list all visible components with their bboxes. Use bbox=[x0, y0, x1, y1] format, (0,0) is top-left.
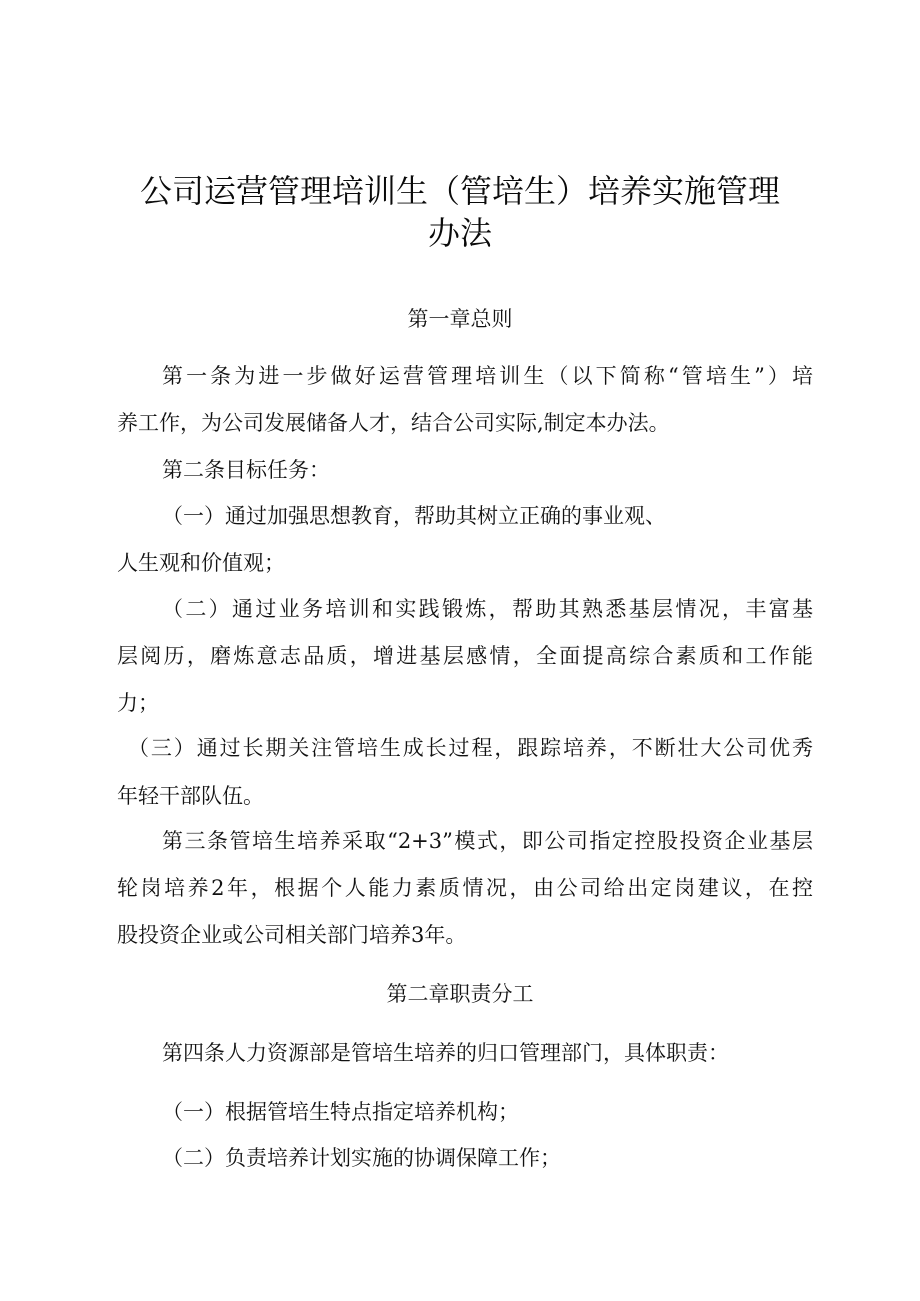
article-2-item-1-line-1: （一）通过加强思想教育，帮助其树立正确的事业观、 bbox=[162, 504, 666, 528]
article-2-heading: 第二条目标任务： bbox=[162, 458, 330, 482]
article-2-item-2-line-3: 力； bbox=[117, 691, 159, 715]
article-3-line-1: 第三条管培生培养采取“2+3”模式，即公司指定控股投资企业基层 bbox=[162, 829, 813, 853]
document-title-line-2: 办法 bbox=[427, 214, 492, 252]
article-2-item-3-line-1: （三）通过长期关注管培生成长过程，跟踪培养，不断壮大公司优秀 bbox=[128, 736, 813, 760]
article-2-item-3-line-2: 年轻干部队伍。 bbox=[117, 784, 264, 808]
article-4-heading: 第四条人力资源部是管培生培养的归口管理部门，具体职责： bbox=[162, 1041, 729, 1065]
article-3-line-3: 股投资企业或公司相关部门培养3年。 bbox=[117, 923, 467, 947]
article-2-item-1-line-2: 人生观和价值观； bbox=[117, 551, 285, 575]
article-2-item-2-line-1: （二）通过业务培训和实践锻炼，帮助其熟悉基层情况，丰富基 bbox=[162, 597, 813, 621]
article-1-line-1: 第一条为进一步做好运营管理培训生（以下简称“管培生”）培 bbox=[162, 364, 813, 388]
document-title-line-1: 公司运营管理培训生（管培生）培养实施管理 bbox=[139, 172, 780, 210]
article-2-item-2-line-2: 层阅历，磨炼意志品质，增进基层感情，全面提高综合素质和工作能 bbox=[117, 644, 813, 668]
chapter-2-heading: 第二章职责分工 bbox=[386, 982, 534, 1006]
article-4-item-2: （二）负责培养计划实施的协调保障工作； bbox=[162, 1146, 561, 1170]
article-1-line-2: 养工作，为公司发展储备人才，结合公司实际,制定本办法。 bbox=[117, 411, 670, 435]
article-4-item-1: （一）根据管培生特点指定培养机构； bbox=[162, 1100, 519, 1124]
article-3-line-2: 轮岗培养2年，根据个人能力素质情况，由公司给出定岗建议，在控 bbox=[117, 876, 813, 900]
chapter-1-heading: 第一章总则 bbox=[407, 307, 513, 331]
